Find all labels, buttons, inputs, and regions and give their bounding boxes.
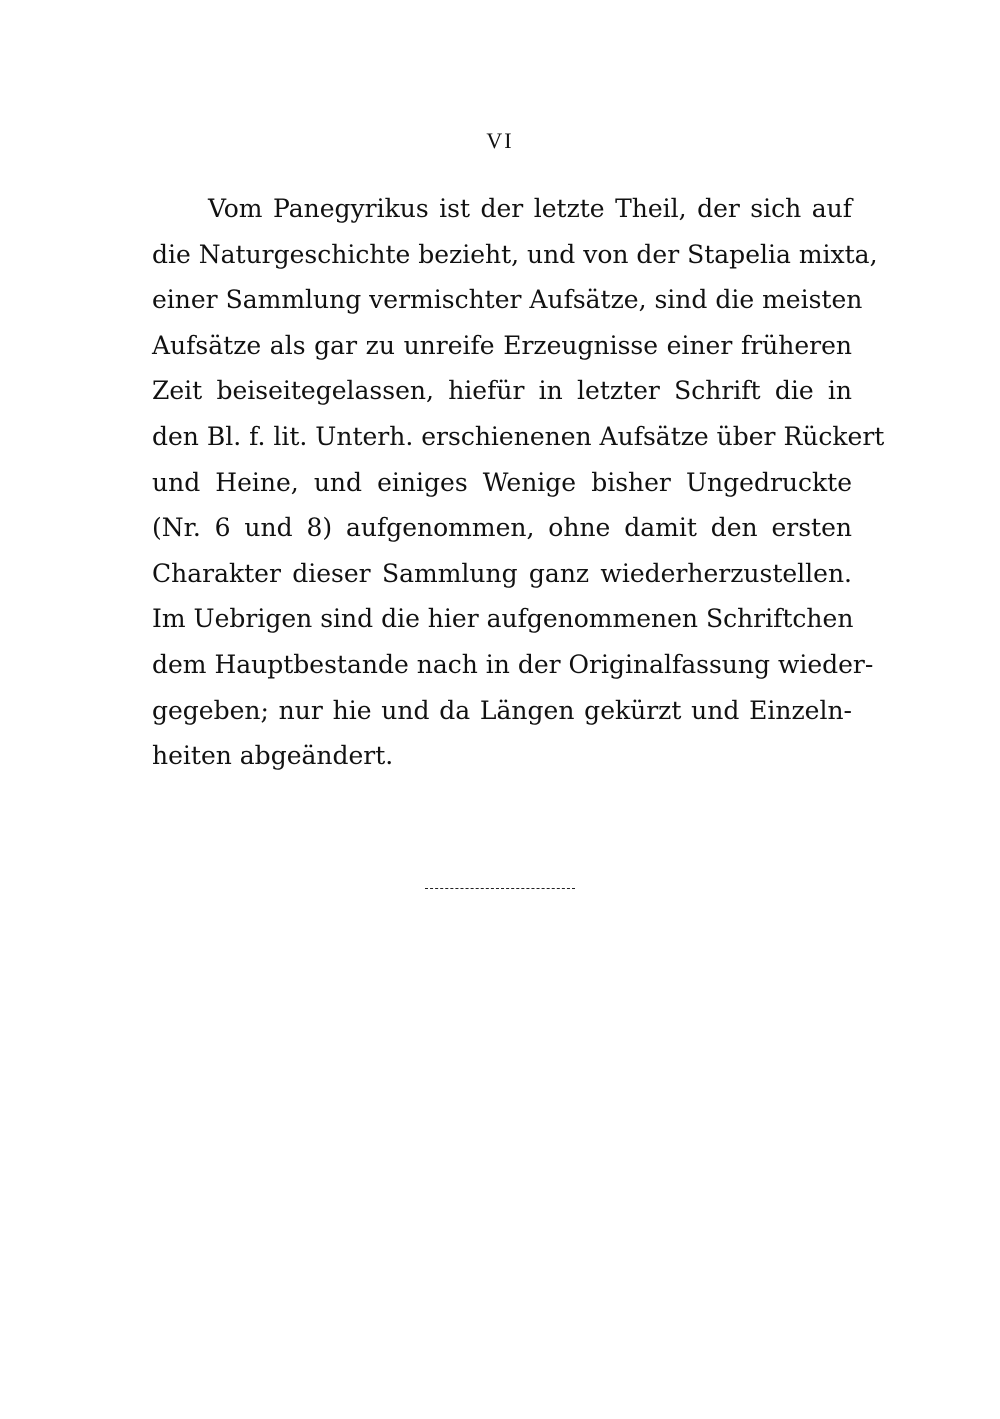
text-line: Im Uebrigen sind die hier aufgenommenen Schriftchen	[152, 604, 854, 634]
page-number: VI	[486, 128, 514, 153]
text-line: den Bl. f. lit. Unterh. erschienenen Aufsätze über Rückert	[152, 421, 885, 451]
text-line: heiten abgeändert.	[152, 741, 394, 771]
text-line: (Nr. 6 und 8) aufgenommen, ohne damit den ersten	[152, 513, 852, 543]
text-line: Aufsätze als gar zu unreife Erzeugnisse einer früheren	[152, 330, 852, 360]
text-line: Vom Panegyrikus ist der letzte Theil, der sich auf	[208, 194, 852, 223]
text-line: gegeben; nur hie und da Längen gekürzt und Einzeln-	[152, 695, 852, 725]
text-line: dem Hauptbestande nach in der Originalfassung wieder-	[152, 649, 874, 679]
section-end-rule	[425, 888, 575, 889]
text-line: die Naturgeschichte bezieht, und von der Stapelia mixta,	[152, 239, 878, 269]
text-line: Zeit beiseitegelassen, hiefür in letzter Schrift die in	[152, 376, 852, 406]
text-line: Charakter dieser Sammlung ganz wiederherzustellen.	[152, 558, 852, 588]
text-line: einer Sammlung vermischter Aufsätze, sind die meisten	[152, 285, 863, 315]
text-line: und Heine, und einiges Wenige bisher Ungedruckte	[152, 467, 852, 497]
body-paragraph	[152, 186, 885, 779]
